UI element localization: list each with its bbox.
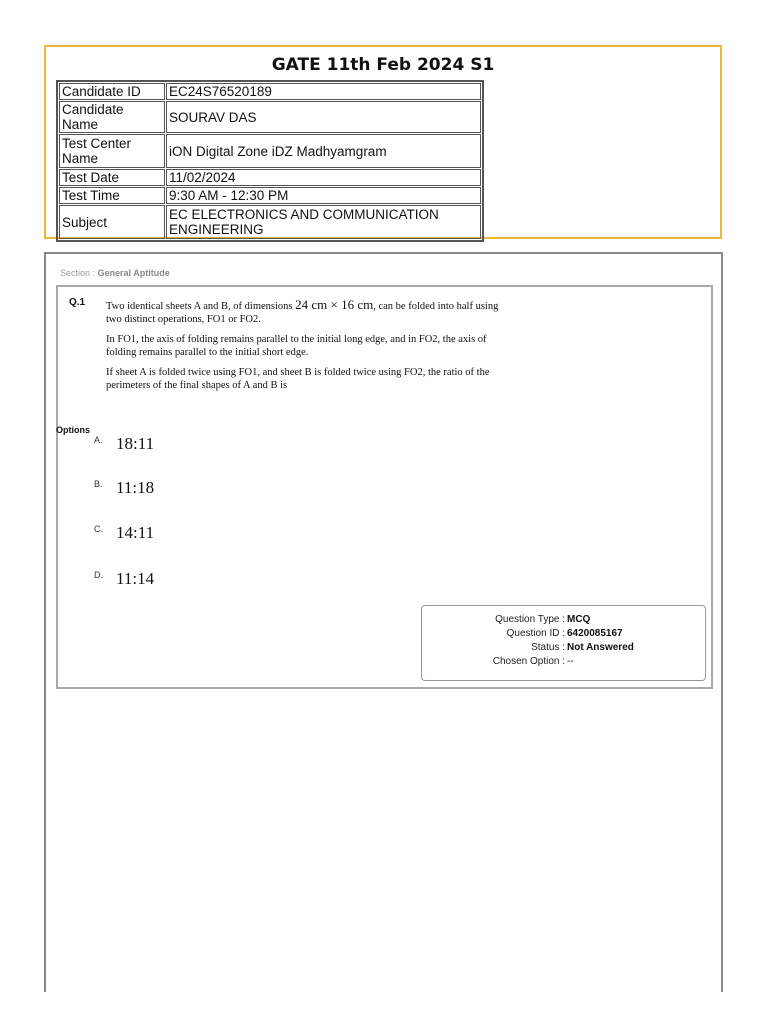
question-text (106, 299, 506, 400)
question-panel (56, 285, 713, 689)
question-paragraph: If sheet A is folded twice using FO1, and sheet B is folded twice using FO2, the ratio of the perimeters of the final shapes of A and B is (106, 367, 490, 391)
question-paragraph (106, 299, 506, 326)
test-date-label: Test Date (59, 169, 165, 186)
table-row (59, 134, 481, 168)
section-label (60, 268, 170, 278)
candidate-id-value: EC24S76520189 (166, 83, 481, 100)
options-label: Options (56, 425, 90, 435)
question-type-value: MCQ (567, 614, 591, 625)
test-time-label: Test Time (59, 187, 165, 204)
candidate-header (44, 45, 722, 239)
question-number: Q.1 (69, 297, 86, 308)
table-row (59, 187, 481, 204)
chosen-option-label: Chosen Option : (492, 656, 565, 667)
status-label: Status : (531, 642, 565, 653)
test-center-value: iON Digital Zone iDZ Madhyamgram (166, 134, 481, 168)
option-letter: D. (94, 570, 103, 580)
section-name: General Aptitude (97, 268, 170, 278)
status-value: Not Answered (567, 642, 634, 653)
option-letter: C. (94, 524, 103, 534)
option-value: 11:14 (116, 569, 155, 588)
test-time-value: 9:30 AM - 12:30 PM (166, 187, 481, 204)
question-text-part: , can be folded into half using two distinct operations, FO1 or FO2. (106, 301, 499, 325)
option-value: 11:18 (116, 478, 155, 497)
section-prefix: Section : (60, 268, 98, 278)
test-date-value: 11/02/2024 (166, 169, 481, 186)
option-value: 18:11 (116, 434, 155, 453)
question-paragraph: In FO1, the axis of folding remains parallel to the initial long edge, and in FO2, the axis of folding remains parallel to the initial short edge. (106, 334, 487, 358)
question-id-label: Question ID : (506, 628, 565, 639)
table-row (59, 169, 481, 186)
question-type-label: Question Type : (495, 614, 565, 625)
option-letter: B. (94, 479, 103, 489)
section-panel (44, 252, 723, 992)
candidate-name-label: Candidate Name (59, 101, 165, 133)
question-text-part: Two identical sheets A and B, of dimensions (106, 301, 296, 312)
option-letter: A. (94, 435, 103, 445)
chosen-option-value: -- (567, 656, 574, 667)
candidate-table (56, 80, 484, 242)
question-info-box (421, 605, 706, 681)
subject-label: Subject (59, 205, 165, 239)
sheet-dimensions: 24 cm × 16 cm (295, 297, 374, 312)
subject-value: EC ELECTRONICS AND COMMUNICATION ENGINEERING (166, 205, 481, 239)
test-center-label: Test Center Name (59, 134, 165, 168)
candidate-name-value: SOURAV DAS (166, 101, 481, 133)
candidate-id-label: Candidate ID (59, 83, 165, 100)
table-row (59, 205, 481, 239)
exam-title: GATE 11th Feb 2024 S1 (271, 55, 495, 75)
question-id-value: 6420085167 (567, 628, 623, 639)
table-row (59, 101, 481, 133)
option-value: 14:11 (116, 523, 155, 542)
table-row (59, 83, 481, 100)
